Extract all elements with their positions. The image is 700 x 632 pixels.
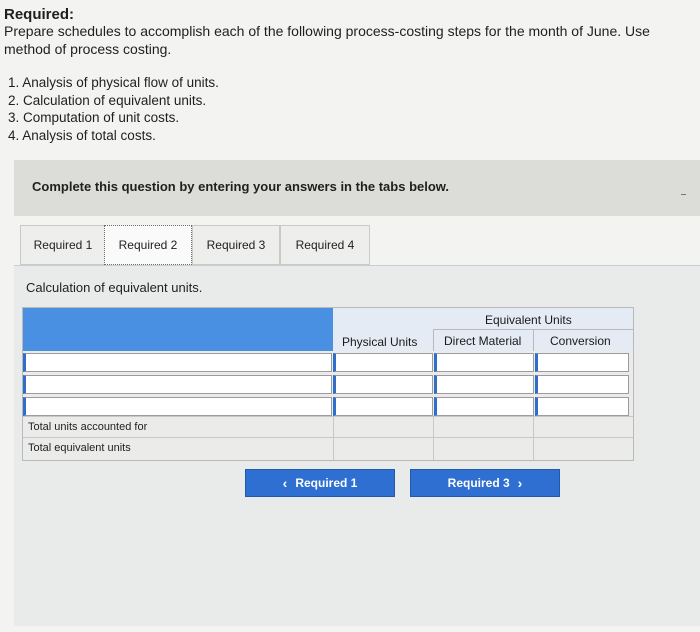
required-heading: Required: — [4, 6, 75, 23]
row-1-label-input[interactable] — [23, 353, 332, 372]
header-divider — [533, 330, 534, 351]
row-2-physical-input[interactable] — [333, 375, 433, 394]
row-3-conversion-input[interactable] — [535, 397, 629, 416]
row-3-physical-input[interactable] — [333, 397, 433, 416]
total-units-accounted-label: Total units accounted for — [28, 421, 148, 433]
step-item: 2. Calculation of equivalent units. — [8, 92, 207, 108]
header-conversion: Conversion — [550, 334, 611, 348]
tab-label: Required 4 — [295, 238, 355, 252]
tab-label: Required 3 — [206, 238, 266, 252]
steps-list — [8, 74, 219, 144]
next-button-label: Required 3 — [447, 476, 510, 490]
panel-subtitle: Calculation of equivalent units. — [26, 280, 203, 295]
tab-content-panel — [14, 265, 700, 626]
header-divider — [433, 330, 434, 351]
next-required-button[interactable] — [410, 469, 560, 497]
row-1-physical-input[interactable] — [333, 353, 433, 372]
banner-dash — [681, 194, 686, 195]
row-2-conversion-input[interactable] — [535, 375, 629, 394]
row-3-label-input[interactable] — [23, 397, 332, 416]
instruction-line-2: method of process costing. — [4, 41, 172, 57]
banner-text: Complete this question by entering your answers in the tabs below. — [32, 179, 450, 194]
row-divider — [23, 416, 633, 417]
header-direct-material: Direct Material — [444, 334, 522, 348]
header-divider — [433, 329, 633, 330]
tab-required-4[interactable] — [280, 225, 370, 265]
col-divider — [333, 416, 334, 460]
row-1-conversion-input[interactable] — [535, 353, 629, 372]
instructions-banner — [14, 160, 700, 216]
col-divider — [533, 416, 534, 460]
step-item: 4. Analysis of total costs. — [8, 127, 156, 143]
header-equivalent-units: Equivalent Units — [485, 313, 572, 327]
total-equivalent-units-label: Total equivalent units — [28, 442, 131, 454]
header-label-cell — [23, 308, 333, 351]
tab-label: Required 2 — [118, 238, 178, 252]
step-item: 1. Analysis of physical flow of units. — [8, 75, 219, 90]
chevron-right-icon: › — [517, 475, 523, 491]
header-physical-units: Physical Units — [342, 335, 418, 349]
row-1-direct-material-input[interactable] — [434, 353, 534, 372]
row-divider — [23, 437, 633, 438]
row-3-direct-material-input[interactable] — [434, 397, 534, 416]
row-2-direct-material-input[interactable] — [434, 375, 534, 394]
equivalent-units-table — [22, 307, 634, 461]
tab-required-3[interactable] — [192, 225, 280, 265]
step-item: 3. Computation of unit costs. — [8, 110, 180, 125]
previous-button-label: Required 1 — [295, 476, 358, 490]
row-2-label-input[interactable] — [23, 375, 332, 394]
tab-required-1[interactable] — [20, 225, 106, 265]
tab-required-2[interactable] — [104, 225, 192, 265]
previous-required-button[interactable] — [245, 469, 395, 497]
tab-bar — [14, 216, 700, 266]
chevron-left-icon: ‹ — [282, 475, 288, 491]
tab-label: Required 1 — [33, 238, 93, 252]
col-divider — [433, 416, 434, 460]
instruction-line-1: Prepare schedules to accomplish each of the following process-costing steps for the month of June. Use — [4, 23, 650, 39]
